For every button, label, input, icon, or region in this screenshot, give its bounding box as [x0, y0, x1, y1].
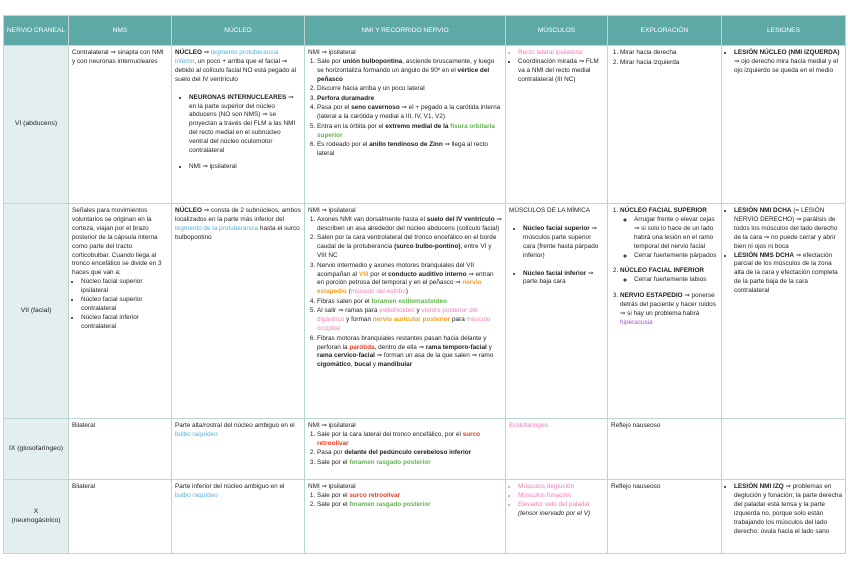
- nmi-vii-list: [308, 216, 502, 370]
- list-item: • NEURONAS INTERNUCLEARES ⇒ en la parte superior del núcleo abducens (NO son NMS) ⇒ se proyectan a través del FLM a las NMI del recto medial en el subnúcleo ventral del núcleo oculomotor contralateral: [189, 94, 301, 156]
- list-item: 1. Sale por unión bulbopontina, asciende bruscamente, y luego se horizontaliza formando un ángulo de 90º en el vértice del peñasco: [317, 58, 502, 85]
- row-x-neumogastrico: [4, 480, 846, 554]
- list-item: • NMI ⇒ ipsilateral: [189, 163, 301, 172]
- nerve-name-vii: VII (facial): [4, 204, 69, 419]
- list-item: 3. Perfora duramadre: [317, 95, 502, 104]
- list-item: • Coordinación mirada ⇒ FLM va a NMI del recto medial contralateral (III NC): [518, 58, 604, 85]
- list-item: ◦ Cerrar fuertemente labios: [634, 276, 718, 285]
- list-item: 4. Fibras salen por el foramen estilomastoideo: [317, 298, 502, 307]
- list-item: 1. NÚCLEO FACIAL SUPERIOR ◦ Arrugar frente o elevar cejas ⇒ si solo lo hace de un lado habrá una lesión en el ramo temporal del nervio facial ◦ Cerrar fuertemente párpados: [620, 207, 718, 260]
- list-item: • LESIÓN NMI IZQ ⇒ problemas en deglución y fonación; la parte derecha del paladar está tensa y la parte izquierda no, porque solo están trabajando los músculos del lado derecho; úvula hacia el lado sano: [734, 483, 842, 536]
- lesiones-ix: [722, 419, 846, 480]
- header-musculos: MÚSCULOS: [506, 16, 608, 46]
- list-item: • Núcleo facial superior ipsilateral: [81, 278, 168, 296]
- lesiones-vii: [722, 204, 846, 419]
- nmi-vi-list: [308, 58, 502, 159]
- list-item: • Núcleo facial superior contralateral: [81, 296, 168, 314]
- list-item: ◦ Arrugar frente o elevar cejas ⇒ si solo lo hace de un lado habrá una lesión en el ramo temporal del nervio facial: [634, 216, 718, 252]
- nucleo-vi-list: [175, 94, 301, 172]
- header-row: [4, 16, 846, 46]
- list-item: 4. Pasa por el seno cavernoso ⇒ el + pegado a la carótida interna (lateral a la carótida y medial a III, IV, V1, V2): [317, 104, 502, 122]
- list-item: 3. Sale por el foramen rasgado posterior: [317, 459, 502, 468]
- row-vii-facial: [4, 204, 846, 419]
- list-item: • LESIÓN NÚCLEO (NMI IZQUERDA) ⇒ ojo derecho mira hacia medial y el ojo izquierdo se queda en el medio: [734, 49, 842, 76]
- musculos-vii: MÚSCULOS DE LA MÍMICA • Núcleo facial superior ⇒ músculos parte superior cara (frente hasta párpado inferior) • Núcleo facial inferior ⇒ parte baja cara: [506, 204, 608, 419]
- exploracion-ix: Reflejo nauseoso: [608, 419, 722, 480]
- list-item: 1. Mirar hacia derecha: [620, 49, 718, 58]
- nmi-ix-list: [308, 431, 502, 468]
- list-item: 5. Entra en la órbita por el extremo medial de la fisura orbitaria superior: [317, 123, 502, 141]
- lesiones-x-list: [725, 483, 842, 536]
- musculos-vi-list: [509, 49, 604, 85]
- musculos-x-list: [509, 483, 604, 510]
- lesiones-x: [722, 480, 846, 554]
- nmi-vi: NMI ⇒ ipsilateral 1. Sale por unión bulbopontina, asciende bruscamente, y luego se horizontaliza formando un ángulo de 90º en el vértice del peñasco 2. Discurre hacia arriba y un poco lateral 3. Perfora duramadre 4. Pasa por el seno cavernoso ⇒ el + pegado a la carótida interna (lateral a la carótida y medial a III, IV, V1, V2) 5. Entra en la órbita por el extremo medial de la fisura orbitaria superior 6. Es rodeado por el anillo tendinoso de Zinn ⇒ llega al recto lateral: [305, 46, 506, 204]
- nucleo-vii: NÚCLEO ⇒ consta de 2 subnúcleos, ambos localizados en la parte más inferior del tegmento de la protuberancia hasta el surco bulbopontino: [172, 204, 305, 419]
- exploracion-vii-sublist-2: [620, 276, 718, 285]
- nerve-name-ix: IX (glosofaríngeo): [4, 419, 69, 480]
- header-nms: NMS: [69, 16, 172, 46]
- list-item: • Recto lateral ipsilateral: [518, 49, 604, 58]
- nmi-ix: NMI ⇒ ipsilateral 1. Sale por la cara lateral del tronco encefálico, por el surco retroolivar 2. Pasa por delante del pedúnculo cerebeloso inferior 3. Sale por el foramen rasgado posterior: [305, 419, 506, 480]
- nmi-x-list: [308, 492, 502, 510]
- list-item: 2. Pasa por delante del pedúnculo cerebeloso inferior: [317, 449, 502, 458]
- musculos-ix: Estilofaríngeo: [506, 419, 608, 480]
- nucleo-vi: NÚCLEO ⇒ tegmento protuberancia inferior, un poco + arriba que el facial ⇒ debido al colículo facial NO está pegado al suelo del IV ventrículo • NEURONAS INTERNUCLEARES ⇒ en la parte superior del núcleo abducens (NO son NMS) ⇒ se proyectan a través del FLM a las NMI del recto medial en el subnúcleo ventral del núcleo oculomotor contralateral • NMI ⇒ ipsilateral: [172, 46, 305, 204]
- header-exploracion: EXPLORACIÓN: [608, 16, 722, 46]
- header-lesiones: LESIONES: [722, 16, 846, 46]
- list-item: 3. NERVIO ESTAPEDIO ⇒ ponerse detrás del paciente y hacer ruidos ⇒ si hay un problema habrá hiperacusia: [620, 292, 718, 328]
- list-item: • LESIÓN NMI DCHA (= LESIÓN NERVIO DERECHO) ⇒ parálisis de todos los músculos del lado derecho de la cara ⇒ no puede cerrar y abrir bien ni ojos ni boca: [734, 207, 842, 252]
- list-item: 2. NÚCLEO FACIAL INFERIOR ◦ Cerrar fuertemente labios: [620, 267, 718, 285]
- list-item: • Elevador velo del paladar: [518, 501, 604, 510]
- lesiones-vii-list: [725, 207, 842, 296]
- nms-vi: Contralateral ⇒ sinapta con NMI y con neuronas internucleares: [69, 46, 172, 204]
- nmi-x: NMI ⇒ ipsilateral 1. Sale por el surco retroolivar 2. Sale por el foramen rasgado posterior: [305, 480, 506, 554]
- list-item: 1. Sale por el surco retroolivar: [317, 492, 502, 501]
- nms-x: Bilateral: [69, 480, 172, 554]
- list-item: ◦ Cerrar fuertemente párpados: [634, 252, 718, 261]
- row-ix-glosofaringeo: [4, 419, 846, 480]
- list-item: 2. Mirar hacia izquierda: [620, 59, 718, 68]
- nerve-name-vi: VI (abducens): [4, 46, 69, 204]
- list-item: 1. Sale por la cara lateral del tronco encefálico, por el surco retroolivar: [317, 431, 502, 449]
- list-item: • Núcleo facial inferior contralateral: [81, 314, 168, 332]
- tensor-note: (tensor inervado por el V): [518, 509, 591, 517]
- list-item: 2. Salen por la cara ventrolateral del tronco encefálico en el borde caudal de la protuberancia (surco bulbo-pontino), entre VI y VIII NC: [317, 234, 502, 261]
- nucleo-ix: Parte alta/rostral del núcleo ambiguo en el bulbo raquídeo: [172, 419, 305, 480]
- lesiones-vi-list: [725, 49, 842, 76]
- cranial-nerves-table-wrapper: [3, 15, 845, 554]
- nmi-vii: NMI ⇒ ipsilateral 1. Axones NMI van dorsalmente hasta el suelo del IV ventrículo ⇒ describen un asa alrededor del núcleo abducens (colículo facial) 2. Salen por la cara ventrolateral del tronco encefálico en el borde caudal de la protuberancia (surco bulbo-pontino), entre VI y VIII NC 3. Nervio intermedio y axones motores branquiales del VII acompañan al VIII por el conducto auditivo interno ⇒ entran en porción petrosa del temporal y en el peñasco ⇒ nervio estapedio (músculo del estribo) 4. Fibras salen por el foramen estilomastoideo 5. Al salir ⇒ ramas para estilohioideo y vientre posterior del digástrico y forman nervio auricular posterior para músculo occipital 6. Fibras motoras branquiales restantes pasan hacia delante y perforan la parótida, dentro de ella ⇒ rama temporo-facial y rama cervico-facial ⇒ forman un asa de la que salen ⇒ ramo cigomático, bucal y mandibular: [305, 204, 506, 419]
- list-item: 6. Fibras motoras branquiales restantes pasan hacia delante y perforan la parótida, dentro de ella ⇒ rama temporo-facial y rama cervico-facial ⇒ forman un asa de la que salen ⇒ ramo cigomático, bucal y mandibular: [317, 335, 502, 371]
- list-item: • Núcleo facial inferior ⇒ parte baja cara: [523, 270, 604, 288]
- list-item: 1. Axones NMI van dorsalmente hasta el suelo del IV ventrículo ⇒ describen un asa alrededor del núcleo abducens (colículo facial): [317, 216, 502, 234]
- list-item: • LESIÓN NMS DCHA ⇒ efectación parcial de los músculos de la zona alta de la cara y efectación completa de la parte baja de la cara contralateral: [734, 252, 842, 297]
- musculos-vi: [506, 46, 608, 204]
- nms-vii-list: [72, 278, 168, 331]
- list-item: • Músculos deglución: [518, 483, 604, 492]
- nerve-name-x: X (neumogástrico): [4, 480, 69, 554]
- list-item: 6. Es rodeado por el anillo tendinoso de Zinn ⇒ llega al recto lateral: [317, 141, 502, 159]
- list-item: • Núcleo facial superior ⇒ músculos parte superior cara (frente hasta párpado inferior): [523, 225, 604, 261]
- nms-ix: Bilateral: [69, 419, 172, 480]
- list-item: 2. Sale por el foramen rasgado posterior: [317, 501, 502, 510]
- header-nucleo: NÚCLEO: [172, 16, 305, 46]
- list-item: 3. Nervio intermedio y axones motores branquiales del VII acompañan al VIII por el conducto auditivo interno ⇒ entran en porción petrosa del temporal y en el peñasco ⇒ nervio estapedio (músculo del estribo): [317, 262, 502, 298]
- musculos-x: [506, 480, 608, 554]
- exploracion-vi: [608, 46, 722, 204]
- exploracion-x: Reflejo nauseoso: [608, 480, 722, 554]
- list-item: 5. Al salir ⇒ ramas para estilohioideo y vientre posterior del digástrico y forman nervio auricular posterior para músculo occipital: [317, 307, 502, 334]
- row-vi-abducens: [4, 46, 846, 204]
- exploracion-vii: [608, 204, 722, 419]
- list-item: 2. Discurre hacia arriba y un poco lateral: [317, 85, 502, 94]
- nms-vii: Señales para movimientos voluntarios se originan en la corteza, viajan por el brazo posterior de la cápsula interna como parte del tracto corticobulbar. Cuando llega al tronco encefálico se divide en 3 haces que van a: • Núcleo facial superior ipsilateral • Núcleo facial superior contralateral • Núcleo facial inferior contralateral: [69, 204, 172, 419]
- musculos-vii-list: [509, 225, 604, 287]
- header-nmi-recorrido: NMI Y RECORRIDO NERVIO: [305, 16, 506, 46]
- header-nervio-craneal: NERVIO CRANEAL: [4, 16, 69, 46]
- lesiones-vi: [722, 46, 846, 204]
- list-item: • Músculos fonación: [518, 492, 604, 501]
- nucleo-x: Parte inferior del núcleo ambiguo en el bulbo raquídeo: [172, 480, 305, 554]
- exploracion-vi-list: [611, 49, 718, 67]
- exploracion-vii-list: [611, 207, 718, 328]
- cranial-nerves-table: [3, 15, 846, 554]
- exploracion-vii-sublist-1: [620, 216, 718, 261]
